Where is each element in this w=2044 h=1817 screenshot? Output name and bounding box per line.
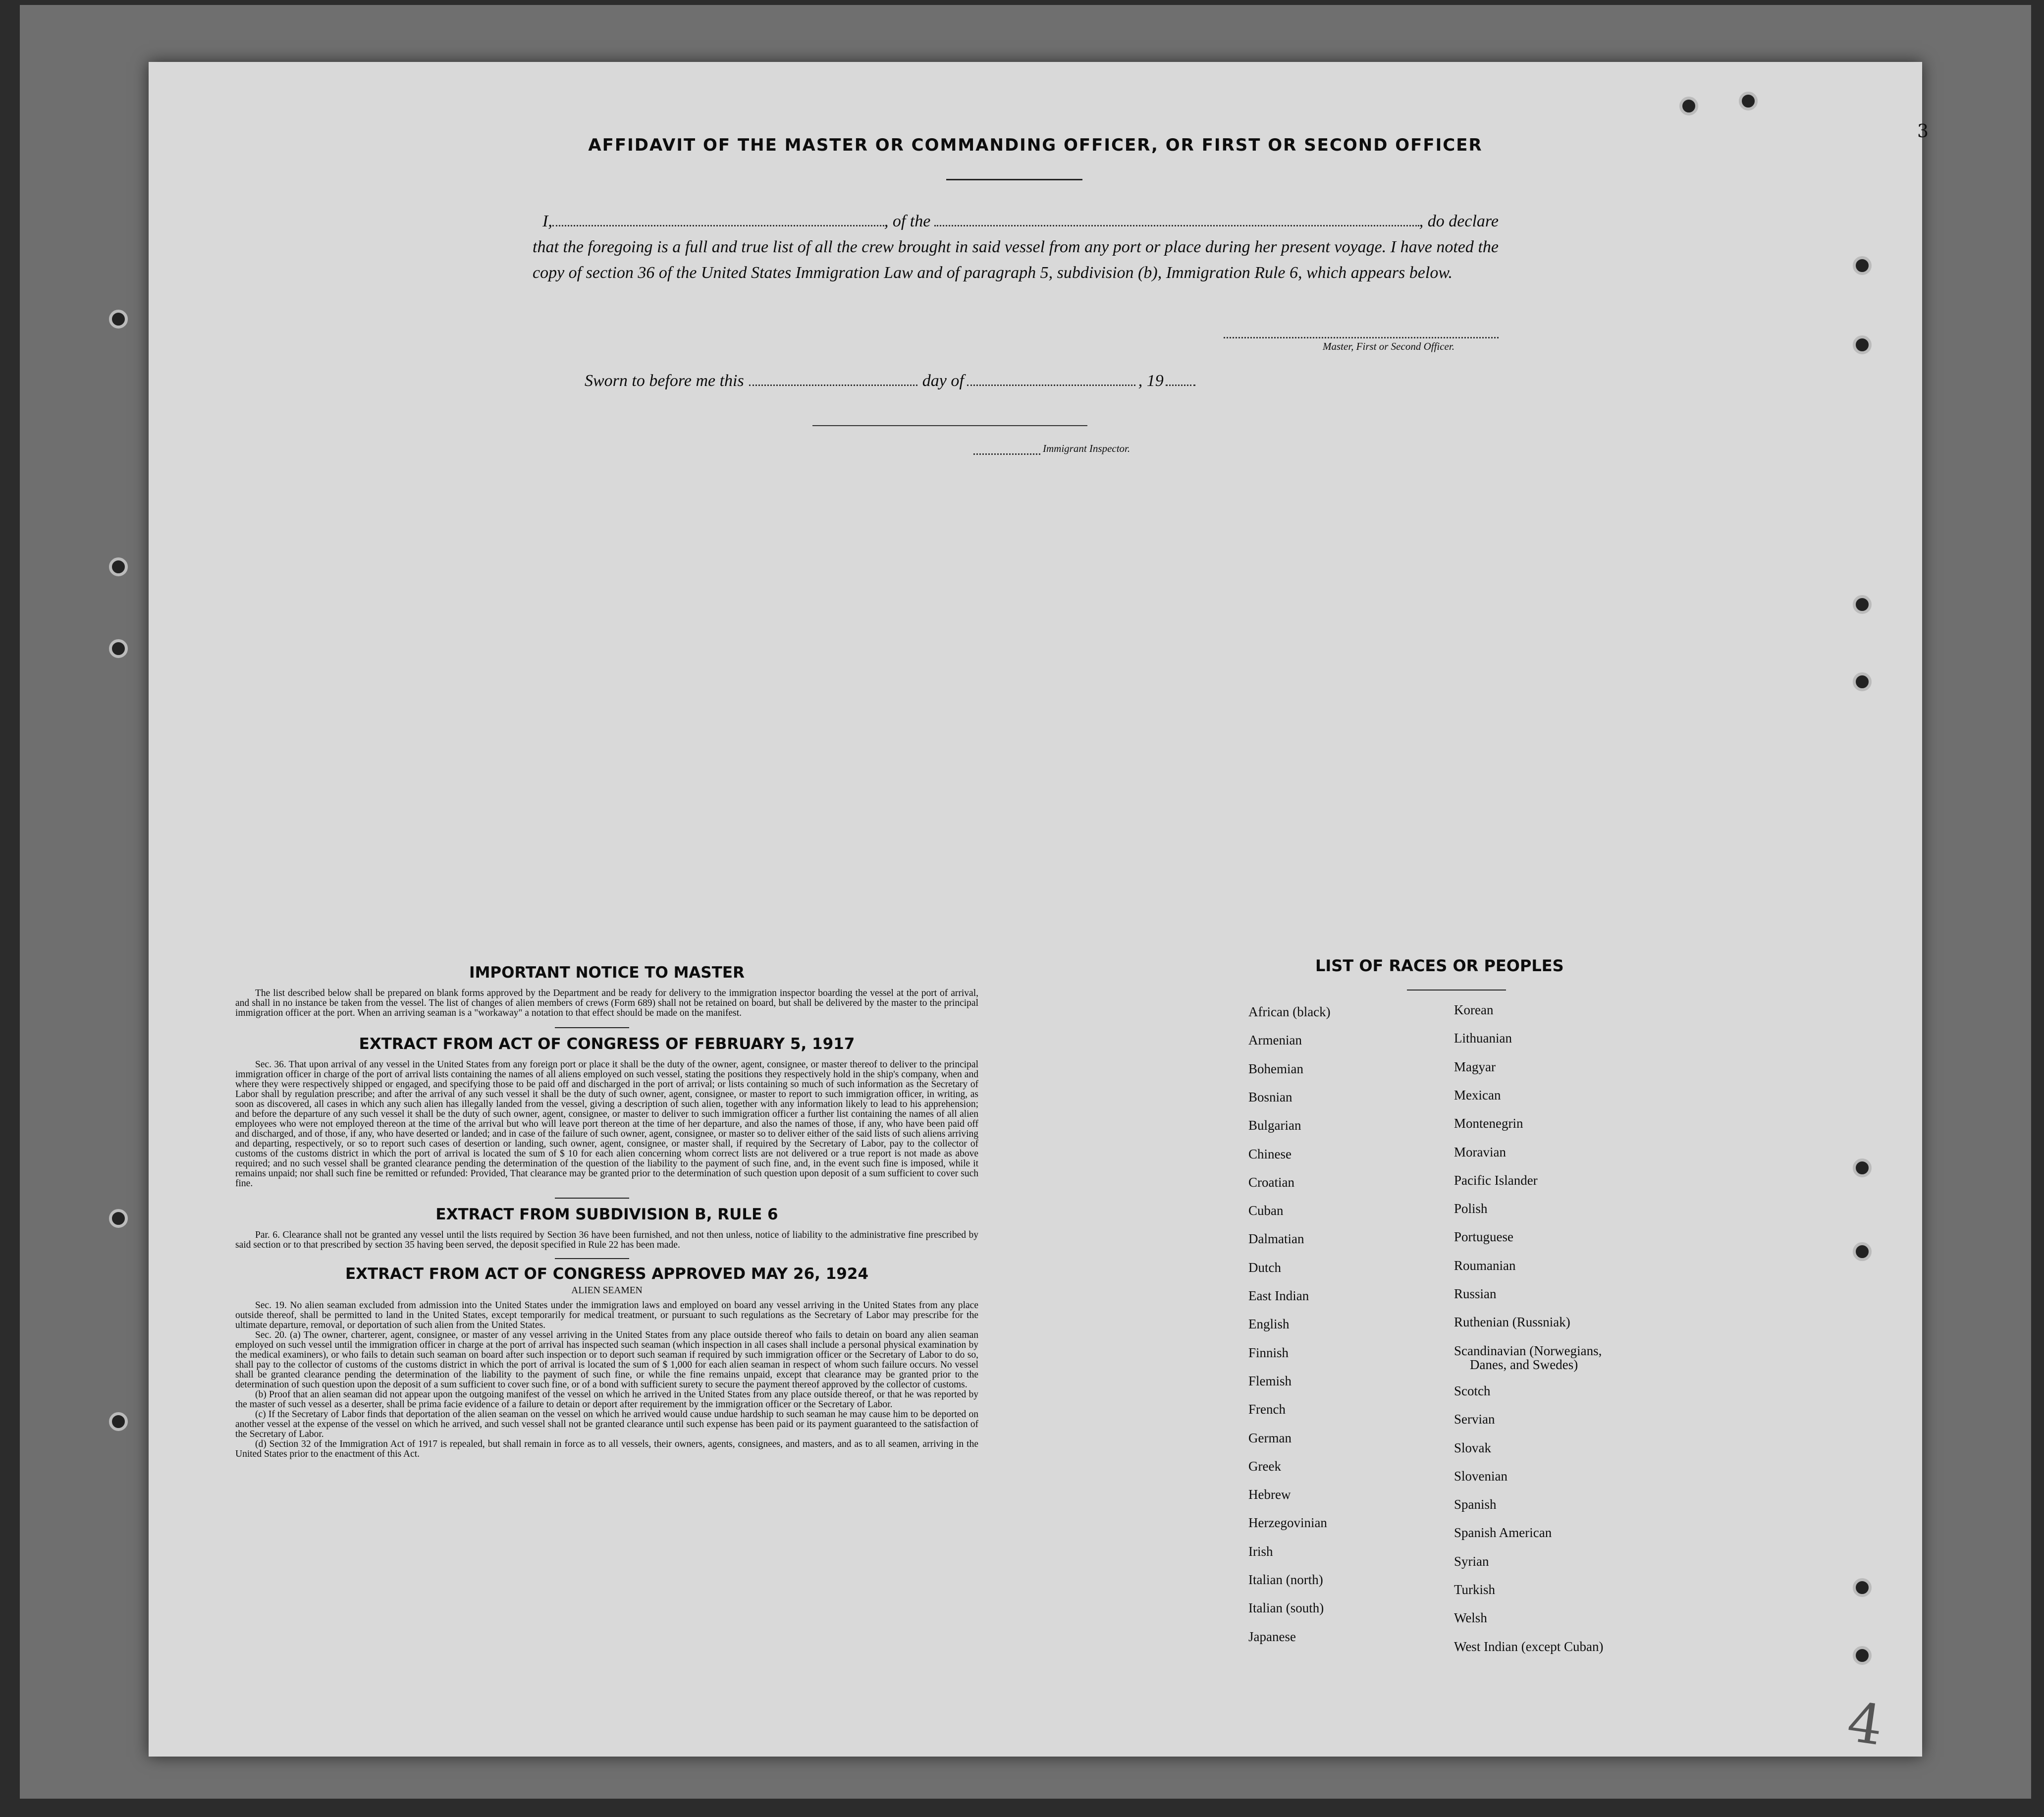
sworn-line	[585, 372, 1195, 390]
sec20c-body: (c) If the Secretary of Labor finds that deportation of the alien seaman on the vessel on which he arrived would cause undue hardship to such seaman he may cause him to be deported on another vessel at the expense of the vessel on which he arrived, and such vessel shall not be granted clearance until such expense has been paid or its payment guaranteed to the satisfaction of the Secretary of Labor.	[235, 1409, 978, 1439]
race-item: West Indian (except Cuban)	[1454, 1639, 1604, 1654]
race-item: Chinese	[1248, 1146, 1291, 1161]
extract-1917-title: EXTRACT FROM ACT OF CONGRESS OF FEBRUARY 5, 1917	[359, 1035, 855, 1053]
declaration-text	[533, 209, 1499, 286]
race-item: Spanish	[1454, 1497, 1497, 1512]
extract-1924-subtitle: ALIEN SEAMEN	[571, 1285, 643, 1296]
race-item: Dutch	[1248, 1260, 1281, 1275]
race-item: Japanese	[1248, 1629, 1296, 1644]
sworn-year-field[interactable]	[1166, 374, 1195, 386]
race-item: African (black)	[1248, 1004, 1331, 1019]
sworn-year: , 19	[1138, 372, 1164, 390]
decl-i: I,	[542, 212, 552, 230]
race-item: German	[1248, 1430, 1291, 1445]
race-item: Moravian	[1454, 1144, 1506, 1159]
race-item: Polish	[1454, 1201, 1488, 1216]
left-column	[235, 964, 978, 1459]
race-item: Dalmatian	[1248, 1231, 1304, 1247]
race-item: Hebrew	[1248, 1487, 1291, 1502]
sec19-body: Sec. 19. No alien seaman excluded from admission into the United States under the immigration laws and employed on board any vessel arriving in the United States from any place outside thereof, shall be permitted to land in the United States, except temporarily for medical treatment, or pursuant to such regulations as the Secretary of Labor may prescribe for the ultimate departure, removal, or deportation of such alien from the United States.	[235, 1300, 978, 1330]
sworn-month-field[interactable]	[967, 374, 1135, 386]
race-item: Italian (north)	[1248, 1572, 1323, 1587]
binder-hole-icon	[1853, 1646, 1872, 1665]
race-item: Irish	[1248, 1543, 1273, 1559]
vessel-field[interactable]	[934, 214, 1419, 226]
race-item: Korean	[1454, 1002, 1494, 1017]
binder-hole-icon	[109, 639, 128, 658]
race-item: Spanish American	[1454, 1525, 1552, 1541]
race-item: Pacific Islander	[1454, 1172, 1538, 1188]
page-number: 3	[1917, 121, 1929, 142]
inspector-caption: Immigrant Inspector.	[1043, 442, 1130, 454]
race-item: Montenegrin	[1454, 1116, 1523, 1131]
extract-rule6-title: EXTRACT FROM SUBDIVISION B, RULE 6	[435, 1206, 778, 1223]
binder-hole-icon	[1853, 1242, 1872, 1261]
race-item: East Indian	[1248, 1288, 1309, 1303]
inspector-signature-line[interactable]	[812, 425, 1087, 426]
race-item: Turkish	[1454, 1582, 1496, 1597]
section-divider	[555, 1198, 629, 1199]
race-item: Greek	[1248, 1458, 1281, 1474]
race-item: Scotch	[1454, 1383, 1491, 1398]
race-item: Cuban	[1248, 1203, 1284, 1218]
races-title: LIST OF RACES OR PEOPLES	[1315, 956, 1564, 975]
binder-hole-icon	[1739, 92, 1758, 110]
extract-1917-body: Sec. 36. That upon arrival of any vessel in the United States from any foreign port or place it shall be the duty of the owner, agent, consignee, or master thereof to deliver to the principal immigration officer in charge of the port of arrival lists containing the names of all aliens employed on such vessel, stating the positions they respectively hold in the ship's company, when and where they were respectively shipped or engaged, and specifying those to be paid off and discharged in the port of arrival; or lists containing so much of such information as the Secretary of Labor shall by regulation prescribe; and after the arrival of any such vessel it shall be the duty of such owner, agent, consignee, or master to report to such immigration officer, in writing, as soon as discovered, all cases in which any such alien has illegally landed from the vessel, giving a description of such alien, together with any information likely to lead to his apprehension; and before the departure of any such vessel it shall be the duty of such owner, agent, consignee, or master to deliver to such immigration officer a further list containing the names of all alien employees who were not employed thereon at the time of the arrival but who will leave port thereon at the time of her departure, and also the names of those, if any, who have been paid off and discharged, and of those, if any, who have deserted or landed; and in case of the failure of such owner, agent, consignee, or master so to deliver either of the said lists of such aliens arriving and departing, respectively, or so to report such cases of desertion or landing, such owner, agent, consignee, or master shall, if required by the Secretary of Labor, pay to the collector of customs of the customs district in which the port of arrival is located the sum of $ 10 for each alien concerning whom correct lists are not delivered or a true report is not made as above required; and no such vessel shall be granted clearance pending the determination of the question of the liability to the payment of such fine, and, in the event such fine is imposed, while it remains unpaid; nor shall such fine be remitted or refunded: Provided, That clearance may be granted prior to the determination of such question upon deposit of a sum sufficient to cover such fine.	[235, 1059, 978, 1189]
race-item: Danes, and Swedes)	[1470, 1357, 1578, 1372]
master-signature-line[interactable]	[1224, 337, 1499, 338]
sec20d-body: (d) Section 32 of the Immigration Act of 1917 is repealed, but shall remain in force as to all vessels, their owners, agents, consignees, and masters, and as to all seamen, arriving in the United States prior to the enactment of this Act.	[235, 1439, 978, 1459]
races-divider	[1407, 990, 1506, 991]
race-item: Magyar	[1454, 1059, 1496, 1074]
race-item: Croatian	[1248, 1174, 1294, 1190]
race-item: Ruthenian (Russniak)	[1454, 1315, 1570, 1330]
sec20a-body: Sec. 20. (a) The owner, charterer, agent, consignee, or master of any vessel arriving in the United States from any place outside thereof who fails to detain on board any alien seaman employed on such vessel until the immigration officer in charge at the port of arrival has inspected such seaman (which inspection in all cases shall include a personal physical examination by the medical examiners), or who fails to detain such seaman on board after such inspection or to deport such seaman if required by such immigration officer or the Secretary of Labor to do so, shall pay to the collector of customs of the customs district in which the port of arrival is located the sum of $ 1,000 for each alien seaman in respect of whom such failure occurs. No vessel shall be granted clearance pending the determination of the liability to the payment of such fine, or while the fine remains unpaid, except that clearance may be granted prior to the determination of such question upon the deposit of a sum sufficient to cover such fine, or of a bond with sufficient surety to secure the payment thereof approved by the collector of customs.	[235, 1330, 978, 1390]
corner-mark: 4	[1843, 1690, 1887, 1758]
binder-hole-icon	[109, 557, 128, 576]
binder-hole-icon	[1679, 97, 1698, 115]
binder-hole-icon	[1853, 1578, 1872, 1597]
race-item: Russian	[1454, 1286, 1497, 1301]
race-item: Lithuanian	[1454, 1031, 1512, 1046]
section-divider	[555, 1027, 629, 1028]
race-item: Mexican	[1454, 1087, 1501, 1102]
race-item: Bosnian	[1248, 1089, 1292, 1104]
race-item: Scandinavian (Norwegians,	[1454, 1343, 1602, 1358]
race-item: Bulgarian	[1248, 1118, 1301, 1133]
name-field[interactable]	[552, 214, 884, 226]
race-item: French	[1248, 1402, 1286, 1417]
race-item: Bohemian	[1248, 1061, 1303, 1076]
notice-title: IMPORTANT NOTICE TO MASTER	[469, 964, 745, 982]
notice-body: The list described below shall be prepared on blank forms approved by the Department and be ready for delivery to the immigration inspector boarding the vessel at the port of arrival, and shall in no instance be taken from the vessel. The list of changes of alien members of crews (Form 689) shall not be retained on board, but shall be delivered by the master to the principal immigration officer at the port. When an arriving seaman is a "workaway" a notation to that effect should be made on the manifest.	[235, 988, 978, 1018]
extract-rule6-body: Par. 6. Clearance shall not be granted any vessel until the lists required by Section 36 have been furnished, and not then unless, notice of liability to the administrative fine prescribed by said section or to that prescribed by section 35 having been served, the deposit specified in Rule 22 has been made.	[235, 1230, 978, 1250]
sworn-date-field[interactable]	[749, 374, 917, 386]
race-item: Syrian	[1454, 1553, 1489, 1569]
sworn-day-of: day of	[922, 372, 964, 390]
decl-of-the: , of the	[884, 212, 931, 230]
race-item: Slovak	[1454, 1440, 1492, 1455]
race-item: Flemish	[1248, 1373, 1292, 1388]
decl-body: that the foregoing is a full and true list of all the crew brought in said vessel from any port or place during her present voyage. I have noted the copy of section 36 of the United States Immigration Law and of paragraph 5, subdivision (b), Immigration Rule 6, which appears below.	[533, 238, 1499, 282]
race-item: Italian (south)	[1248, 1600, 1324, 1616]
binder-hole-icon	[1853, 595, 1872, 614]
race-item: Roumanian	[1454, 1258, 1516, 1273]
binder-hole-icon	[109, 310, 128, 329]
binder-hole-icon	[109, 1209, 128, 1228]
affidavit-title: AFFIDAVIT OF THE MASTER OR COMMANDING OFFICER, OR FIRST OR SECOND OFFICER	[588, 135, 1483, 155]
binder-hole-icon	[1853, 672, 1872, 691]
race-item: English	[1248, 1317, 1290, 1332]
extract-1924-title: EXTRACT FROM ACT OF CONGRESS APPROVED MAY 26, 1924	[345, 1265, 869, 1283]
race-item: Portuguese	[1454, 1229, 1513, 1245]
sworn-prefix: Sworn to before me this	[585, 372, 744, 390]
title-divider	[946, 179, 1082, 180]
binder-hole-icon	[1853, 256, 1872, 275]
race-item: Welsh	[1454, 1610, 1487, 1626]
master-signature-caption: Master, First or Second Officer.	[1323, 340, 1454, 352]
manifest-page	[149, 62, 1929, 1758]
sec20b-body: (b) Proof that an alien seaman did not appear upon the outgoing manifest of the vessel on which he arrived in the United States from any place outside thereof, or that he was reported by the master of such vessel as a deserter, shall be prima facie evidence of a failure to detain or deport after requirement by the immigration officer or the Secretary of Labor.	[235, 1389, 978, 1410]
race-item: Slovenian	[1454, 1468, 1507, 1484]
race-item: Finnish	[1248, 1345, 1289, 1360]
decl-do-declare: , do declare	[1419, 212, 1499, 230]
binder-hole-icon	[1853, 335, 1872, 354]
section-divider	[555, 1258, 629, 1259]
race-item: Armenian	[1248, 1033, 1302, 1048]
binder-hole-icon	[1853, 1158, 1872, 1177]
binder-hole-icon	[109, 1412, 128, 1431]
inspector-name-dots[interactable]	[973, 453, 1040, 455]
race-item: Servian	[1454, 1412, 1495, 1427]
race-item: Herzegovinian	[1248, 1515, 1327, 1531]
